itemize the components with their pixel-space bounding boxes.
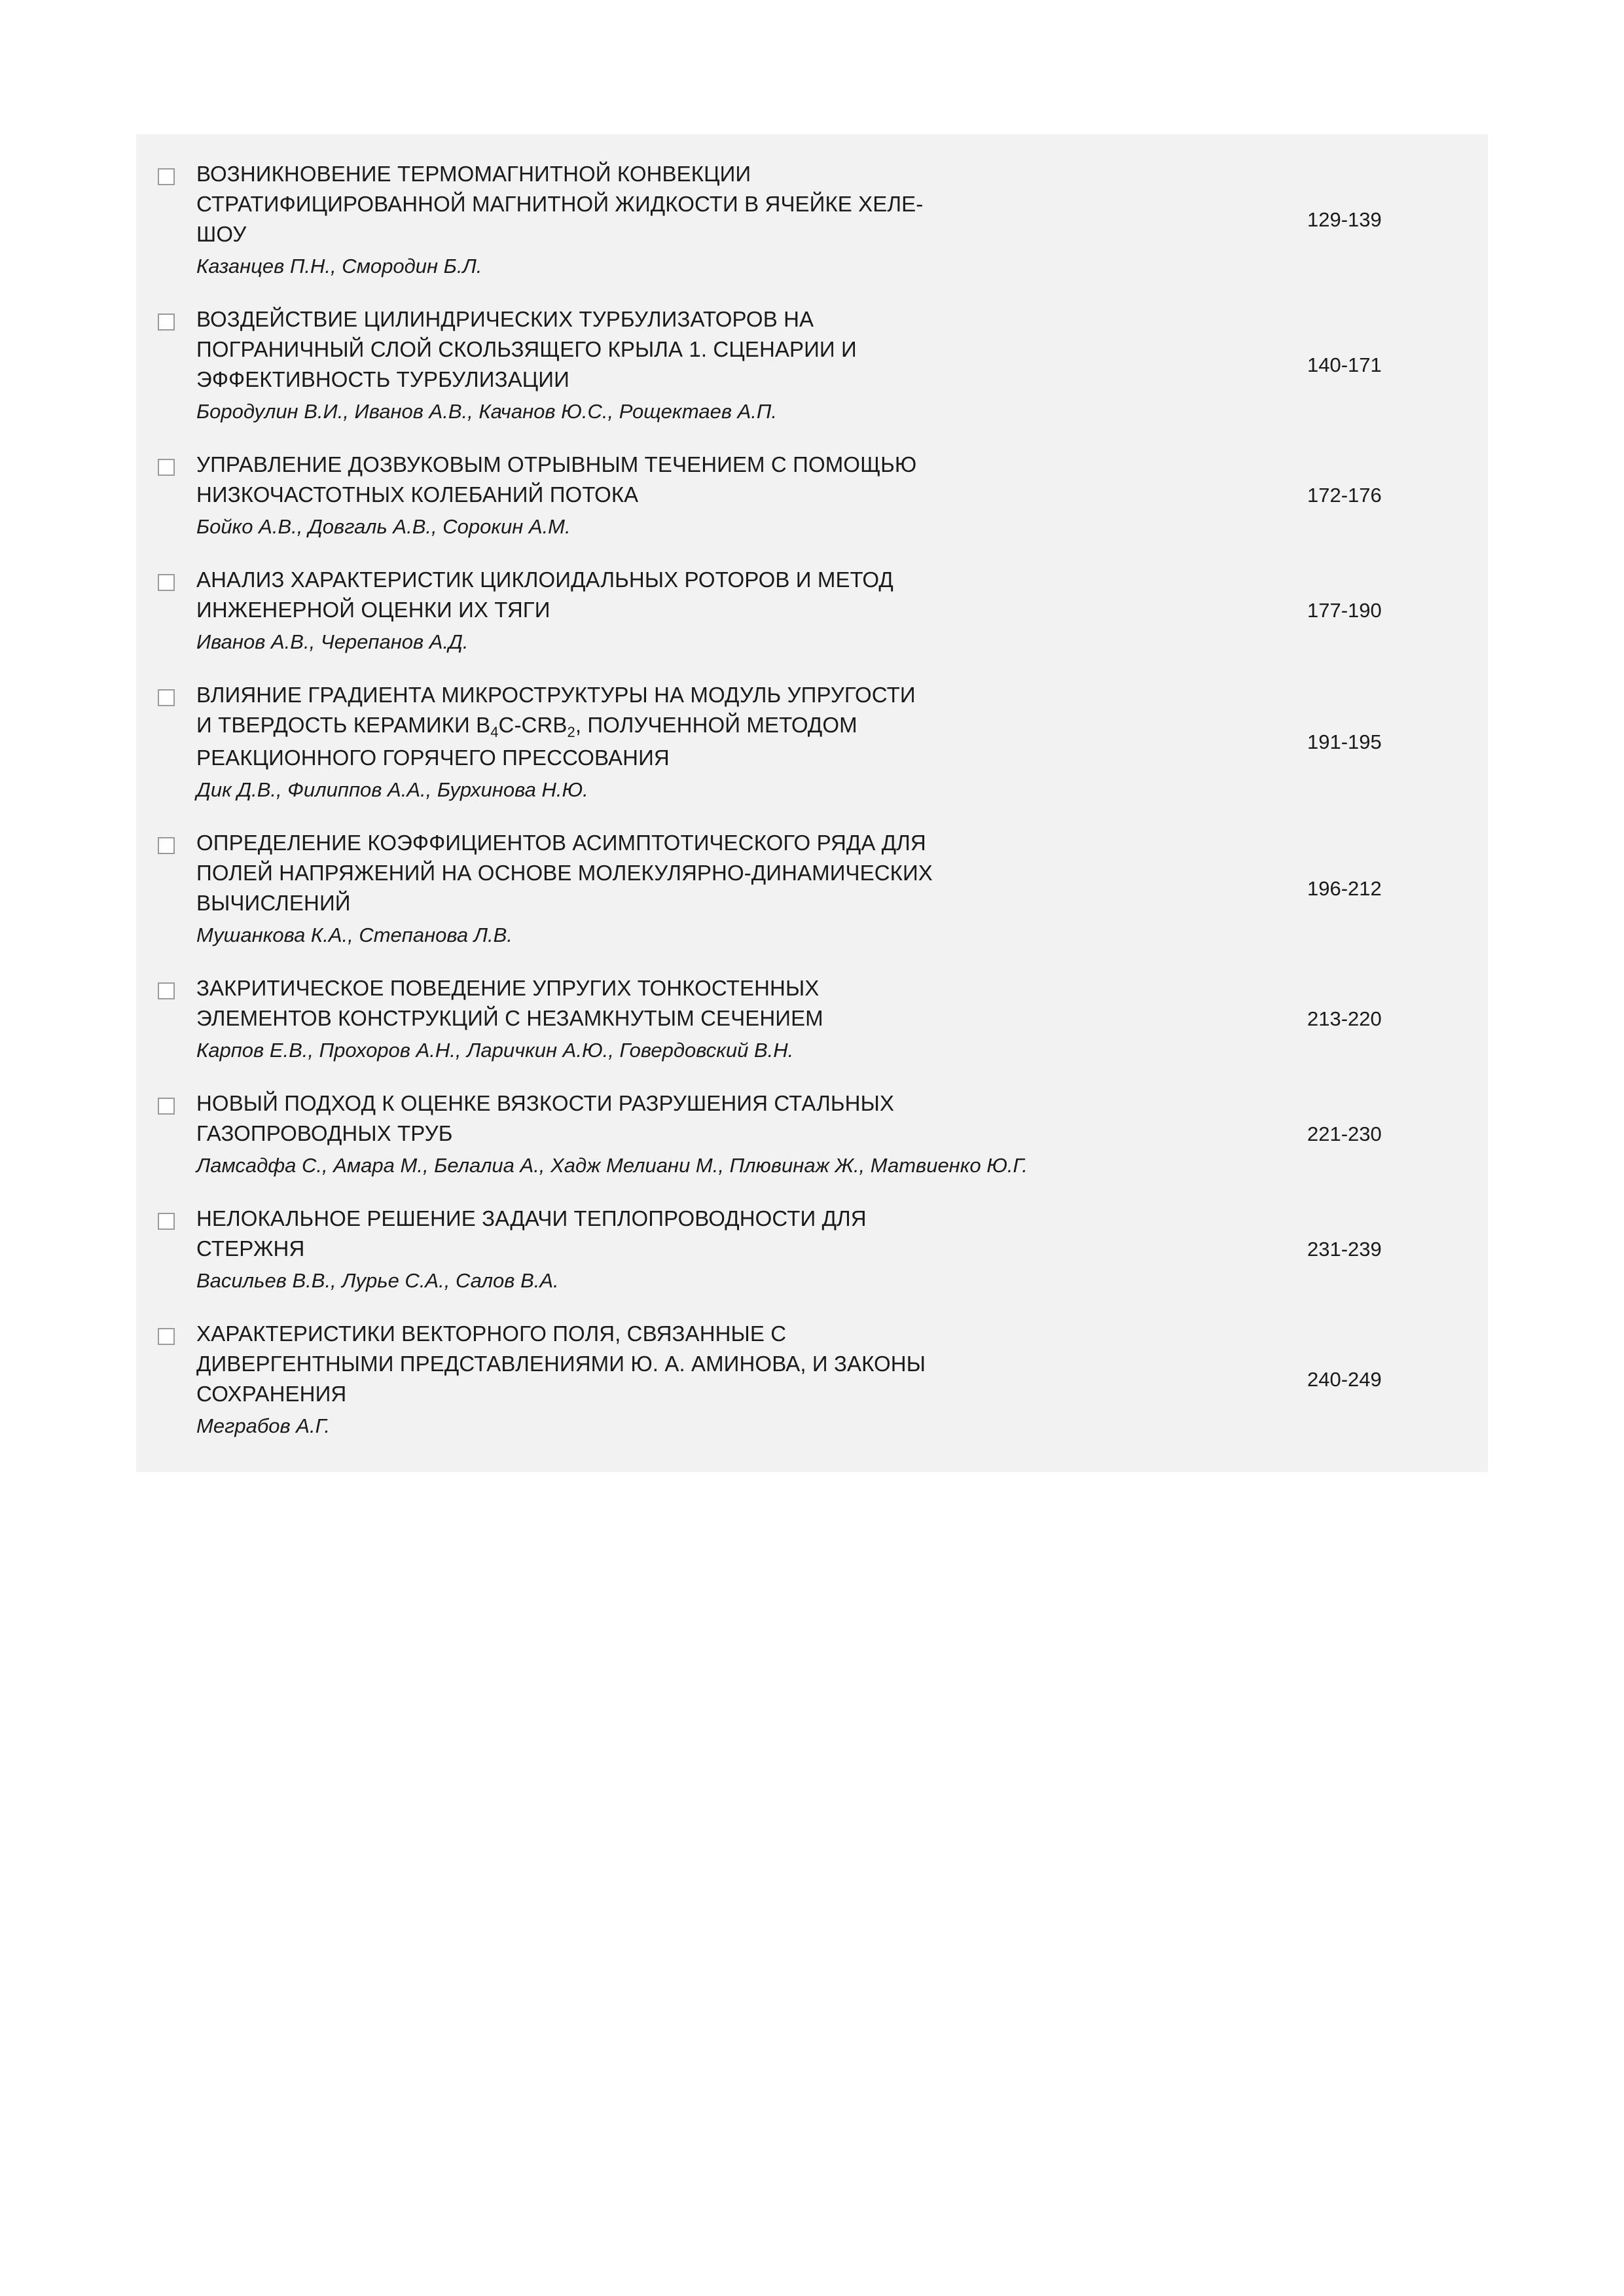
article-page-range: 177-190 <box>1307 599 1382 622</box>
checkbox-icon[interactable] <box>158 837 175 854</box>
toc-entry-row <box>136 1307 1488 1452</box>
article-authors: Карпов Е.В., Прохоров А.Н., Ларичкин А.Ю., Говердовский В.Н. <box>196 1039 794 1062</box>
table-of-contents-panel <box>136 134 1488 1472</box>
checkbox-icon[interactable] <box>158 1328 175 1345</box>
toc-entry-row <box>136 961 1488 1077</box>
article-authors: Иванов А.В., Черепанов А.Д. <box>196 630 469 653</box>
article-page-range: 140-171 <box>1307 353 1382 376</box>
checkbox-icon[interactable] <box>158 314 175 331</box>
article-authors: Мушанкова К.А., Степанова Л.В. <box>196 924 513 946</box>
checkbox-icon[interactable] <box>158 574 175 591</box>
toc-entry-row <box>136 668 1488 816</box>
toc-entry-main <box>196 1319 1291 1441</box>
article-title[interactable]: УПРАВЛЕНИЕ ДОЗВУКОВЫМ ОТРЫВНЫМ ТЕЧЕНИЕМ С ПОМОЩЬЮ НИЗКОЧАСТОТНЫХ КОЛЕБАНИЙ ПОТОКА <box>196 452 917 507</box>
toc-entry-row <box>136 1077 1488 1192</box>
toc-entry-checkbox-cell <box>136 1319 196 1345</box>
article-authors: Бородулин В.И., Иванов А.В., Качанов Ю.С., Рощектаев А.П. <box>196 400 777 423</box>
toc-entry-main <box>196 828 1291 950</box>
toc-entry-row <box>136 438 1488 553</box>
article-authors: Дик Д.В., Филиппов А.А., Бурхинова Н.Ю. <box>196 778 588 801</box>
article-authors: Ламсадфа С., Амара М., Белалиа А., Хадж Мелиани М., Плювинаж Ж., Матвиенко Ю.Г. <box>196 1154 1028 1177</box>
toc-entry-main <box>196 304 1291 426</box>
checkbox-icon[interactable] <box>158 459 175 476</box>
toc-entry-row <box>136 553 1488 668</box>
article-title[interactable]: ХАРАКТЕРИСТИКИ ВЕКТОРНОГО ПОЛЯ, СВЯЗАННЫЕ С ДИВЕРГЕНТНЫМИ ПРЕДСТАВЛЕНИЯМИ Ю. А. АМИНОВА, И ЗАКОНЫ СОХРАНЕНИЯ <box>196 1321 926 1406</box>
article-page-range: 221-230 <box>1307 1122 1382 1145</box>
toc-entry-checkbox-cell <box>136 680 196 706</box>
article-authors: Бойко А.В., Довгаль А.В., Сорокин А.М. <box>196 515 571 538</box>
toc-entry-main <box>196 680 1291 804</box>
toc-entry-main <box>196 159 1291 281</box>
toc-entry-row <box>136 1192 1488 1307</box>
toc-entry-main <box>196 565 1291 656</box>
article-title[interactable]: ВЛИЯНИЕ ГРАДИЕНТА МИКРОСТРУКТУРЫ НА МОДУЛЬ УПРУГОСТИ И ТВЕРДОСТЬ КЕРАМИКИ $B_4C-CRB_2$, ПОЛУЧЕННОЙ МЕТОДОМ РЕАКЦИОННОГО ГОРЯЧЕГО ПРЕССОВАНИЯ <box>196 683 916 770</box>
article-title[interactable]: ЗАКРИТИЧЕСКОЕ ПОВЕДЕНИЕ УПРУГИХ ТОНКОСТЕННЫХ ЭЛЕМЕНТОВ КОНСТРУКЦИЙ С НЕЗАМКНУТЫМ СЕЧЕНИЕМ <box>196 976 823 1030</box>
article-title[interactable]: ВОЗДЕЙСТВИЕ ЦИЛИНДРИЧЕСКИХ ТУРБУЛИЗАТОРОВ НА ПОГРАНИЧНЫЙ СЛОЙ СКОЛЬЗЯЩЕГО КРЫЛА 1. СЦЕНАРИИ И ЭФФЕКТИВНОСТЬ ТУРБУЛИЗАЦИИ <box>196 307 857 391</box>
checkbox-icon[interactable] <box>158 1098 175 1115</box>
toc-entry-checkbox-cell <box>136 1088 196 1115</box>
toc-entry-row <box>136 293 1488 438</box>
toc-entry-checkbox-cell <box>136 1204 196 1230</box>
toc-entry-checkbox-cell <box>136 304 196 331</box>
toc-entry-row <box>136 816 1488 961</box>
toc-entry-checkbox-cell <box>136 828 196 854</box>
checkbox-icon[interactable] <box>158 982 175 999</box>
checkbox-icon[interactable] <box>158 689 175 706</box>
toc-entry-main <box>196 1088 1291 1180</box>
article-title[interactable]: ОПРЕДЕЛЕНИЕ КОЭФФИЦИЕНТОВ АСИМПТОТИЧЕСКОГО РЯДА ДЛЯ ПОЛЕЙ НАПРЯЖЕНИЙ НА ОСНОВЕ МОЛЕКУЛЯРНО-ДИНАМИЧЕСКИХ ВЫЧИСЛЕНИЙ <box>196 831 933 915</box>
article-page-range: 231-239 <box>1307 1238 1382 1261</box>
article-authors: Казанцев П.Н., Смородин Б.Л. <box>196 255 482 278</box>
toc-entry-checkbox-cell <box>136 450 196 476</box>
toc-entry-checkbox-cell <box>136 159 196 185</box>
article-page-range: 129-139 <box>1307 208 1382 231</box>
article-page-range: 240-249 <box>1307 1368 1382 1391</box>
article-page-range: 196-212 <box>1307 877 1382 900</box>
article-page-range: 172-176 <box>1307 484 1382 507</box>
article-title[interactable]: НОВЫЙ ПОДХОД К ОЦЕНКЕ ВЯЗКОСТИ РАЗРУШЕНИЯ СТАЛЬНЫХ ГАЗОПРОВОДНЫХ ТРУБ <box>196 1091 895 1145</box>
article-title[interactable]: ВОЗНИКНОВЕНИЕ ТЕРМОМАГНИТНОЙ КОНВЕКЦИИ СТРАТИФИЦИРОВАННОЙ МАГНИТНОЙ ЖИДКОСТИ В ЯЧЕЙКЕ ХЕЛЕ- ШОУ <box>196 162 924 246</box>
article-title[interactable]: АНАЛИЗ ХАРАКТЕРИСТИК ЦИКЛОИДАЛЬНЫХ РОТОРОВ И МЕТОД ИНЖЕНЕРНОЙ ОЦЕНКИ ИХ ТЯГИ <box>196 567 893 622</box>
article-authors: Меграбов А.Г. <box>196 1414 330 1437</box>
checkbox-icon[interactable] <box>158 168 175 185</box>
checkbox-icon[interactable] <box>158 1213 175 1230</box>
article-page-range: 213-220 <box>1307 1007 1382 1030</box>
toc-entry-main <box>196 973 1291 1065</box>
toc-entry-checkbox-cell <box>136 973 196 999</box>
toc-entry-checkbox-cell <box>136 565 196 591</box>
toc-entry-main <box>196 1204 1291 1295</box>
article-title[interactable]: НЕЛОКАЛЬНОЕ РЕШЕНИЕ ЗАДАЧИ ТЕПЛОПРОВОДНОСТИ ДЛЯ СТЕРЖНЯ <box>196 1206 867 1261</box>
toc-entry-main <box>196 450 1291 541</box>
article-page-range: 191-195 <box>1307 730 1382 753</box>
article-authors: Васильев В.В., Лурье С.А., Салов В.А. <box>196 1269 559 1292</box>
toc-entry-row <box>136 147 1488 293</box>
